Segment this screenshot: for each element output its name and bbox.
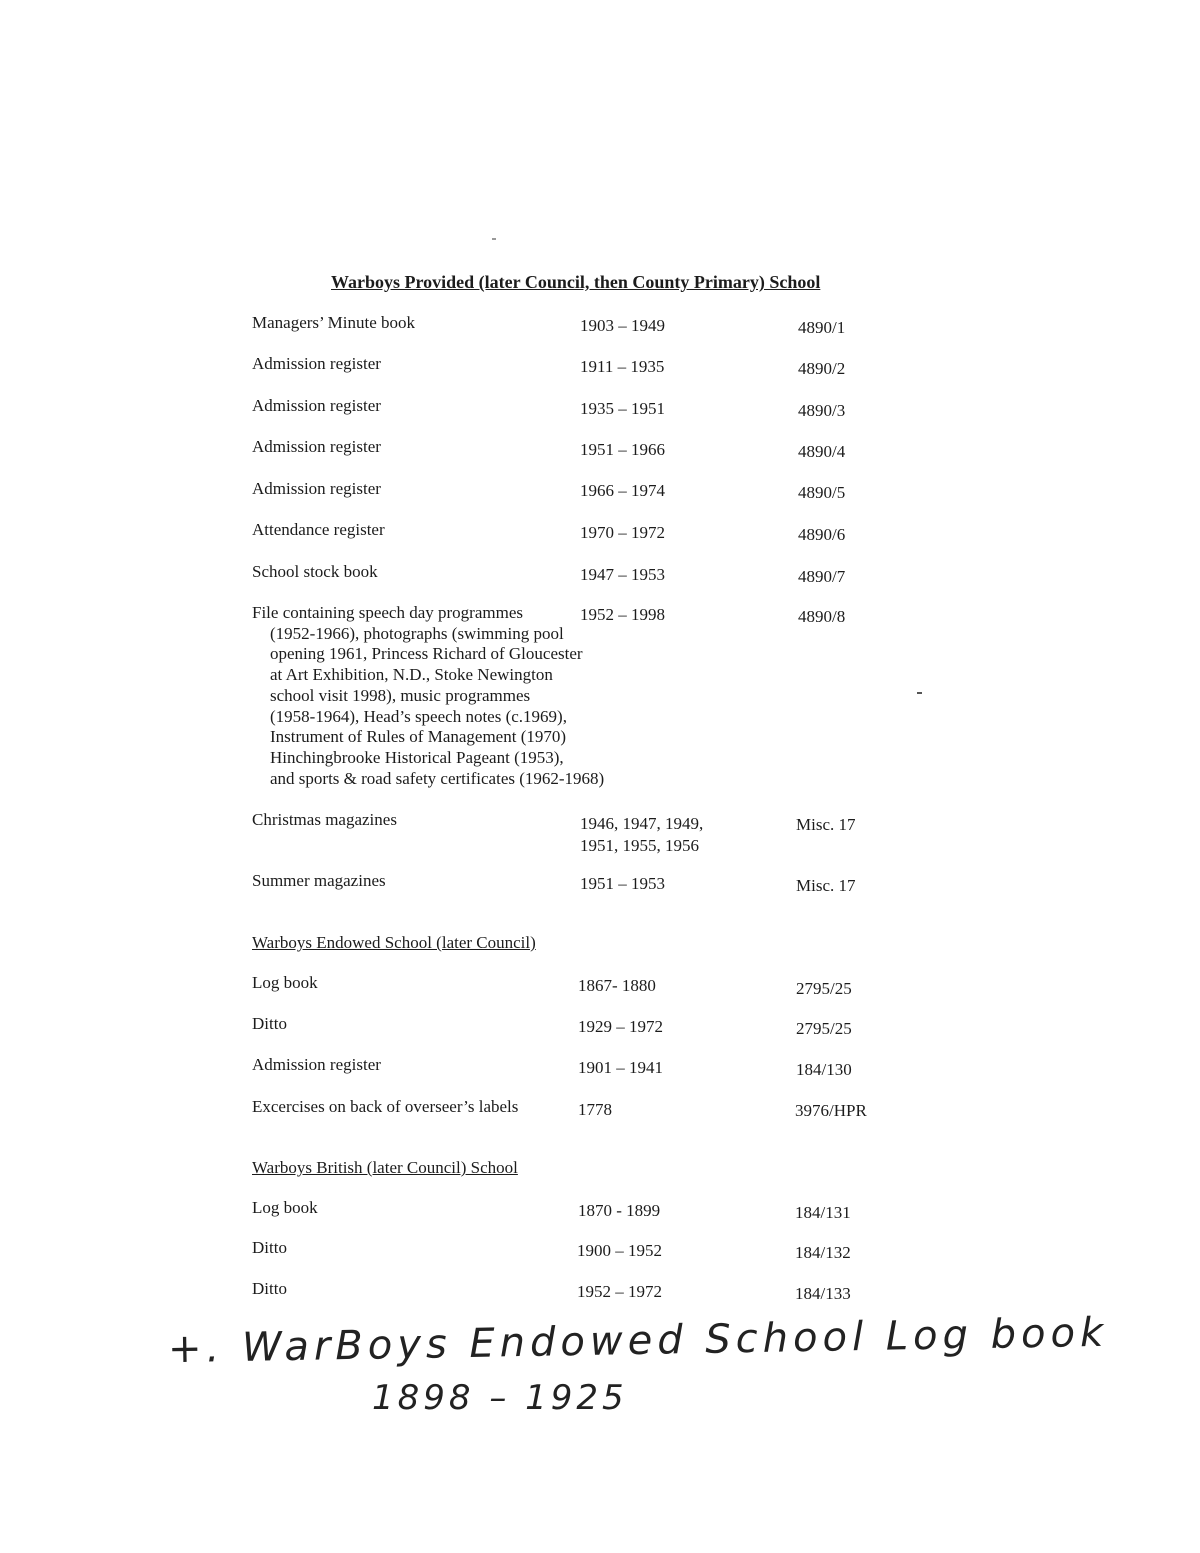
handwritten-note: +. WarBoys Endowed School Log book <box>167 1309 1109 1373</box>
record-description: Admission register <box>252 354 381 373</box>
record-description: Ditto <box>252 1279 287 1298</box>
record-dates: 1900 – 1952 <box>577 1241 662 1260</box>
description-line: (1958-1964), Head’s speech notes (c.1969), <box>270 706 567 726</box>
record-dates: 1947 – 1953 <box>580 565 665 584</box>
record-description: Summer magazines <box>252 871 386 890</box>
record-reference: 4890/1 <box>798 318 846 337</box>
scan-speck <box>492 238 496 240</box>
description-line: File containing speech day programmes <box>252 603 523 622</box>
record-dates: 1778 <box>578 1100 612 1119</box>
record-dates: 1970 – 1972 <box>580 523 665 542</box>
record-description: Attendance register <box>252 520 385 539</box>
section-title: Warboys Endowed School (later Council) <box>252 933 536 952</box>
record-dates: 1929 – 1972 <box>578 1017 663 1036</box>
record-reference: Misc. 17 <box>796 876 856 895</box>
record-description: Admission register <box>252 1055 381 1074</box>
record-reference: 4890/3 <box>798 401 846 420</box>
record-dates: 1951 – 1953 <box>580 874 665 893</box>
record-dates: 1867- 1880 <box>578 976 656 995</box>
record-description: Admission register <box>252 396 381 415</box>
record-description: Admission register <box>252 479 381 498</box>
record-reference: 2795/25 <box>796 979 852 998</box>
record-dates: 1952 – 1972 <box>577 1282 662 1301</box>
document-title: Warboys Provided (later Council, then County Primary) School <box>331 272 821 292</box>
record-dates: 1935 – 1951 <box>580 399 665 418</box>
handwritten-note-dates: 1898 – 1925 <box>372 1378 628 1418</box>
record-reference: 4890/8 <box>798 607 846 626</box>
record-reference: 4890/2 <box>798 359 846 378</box>
description-line: opening 1961, Princess Richard of Gloucester <box>270 644 583 664</box>
record-description: Christmas magazines <box>252 810 397 829</box>
scan-speck <box>917 692 922 694</box>
dates-line: 1946, 1947, 1949, <box>580 814 704 833</box>
record-reference: 4890/5 <box>798 483 846 502</box>
description-line: at Art Exhibition, N.D., Stoke Newington <box>270 665 553 685</box>
description-line: Hinchingbrooke Historical Pageant (1953), <box>270 747 564 767</box>
record-dates: 1903 – 1949 <box>580 316 665 335</box>
record-dates: 1901 – 1941 <box>578 1058 663 1077</box>
record-reference: Misc. 17 <box>796 815 856 834</box>
record-description: Managers’ Minute book <box>252 313 416 332</box>
record-reference: 4890/7 <box>798 567 846 586</box>
record-dates: 1966 – 1974 <box>580 481 665 500</box>
dates-line: 1951, 1955, 1956 <box>580 836 699 855</box>
record-dates: 1951 – 1966 <box>580 440 665 459</box>
record-description <box>252 603 604 789</box>
record-reference: 3976/HPR <box>795 1101 867 1120</box>
description-line: (1952-1966), photographs (swimming pool <box>270 623 564 643</box>
record-reference: 184/133 <box>795 1284 851 1303</box>
section-title: Warboys British (later Council) School <box>252 1158 518 1177</box>
record-description: School stock book <box>252 562 378 581</box>
description-line: and sports & road safety certificates (1962-1968) <box>270 768 605 788</box>
record-reference: 2795/25 <box>796 1019 852 1038</box>
record-reference: 184/131 <box>795 1203 851 1222</box>
record-description: Log book <box>252 1198 318 1217</box>
record-description: Log book <box>252 973 318 992</box>
description-line: Instrument of Rules of Management (1970) <box>270 727 567 747</box>
record-dates: 1952 – 1998 <box>580 605 665 624</box>
record-description: Ditto <box>252 1014 287 1033</box>
record-reference: 184/130 <box>796 1060 852 1079</box>
description-line: school visit 1998), music programmes <box>270 685 531 705</box>
record-description: Ditto <box>252 1238 287 1257</box>
record-reference: 4890/6 <box>798 525 846 544</box>
record-description: Excercises on back of overseer’s labels <box>252 1097 519 1116</box>
record-dates: 1911 – 1935 <box>580 357 665 376</box>
record-reference: 184/132 <box>795 1243 851 1262</box>
record-dates <box>580 813 703 857</box>
record-reference: 4890/4 <box>798 442 846 461</box>
record-dates: 1870 - 1899 <box>578 1201 661 1220</box>
record-description: Admission register <box>252 437 381 456</box>
